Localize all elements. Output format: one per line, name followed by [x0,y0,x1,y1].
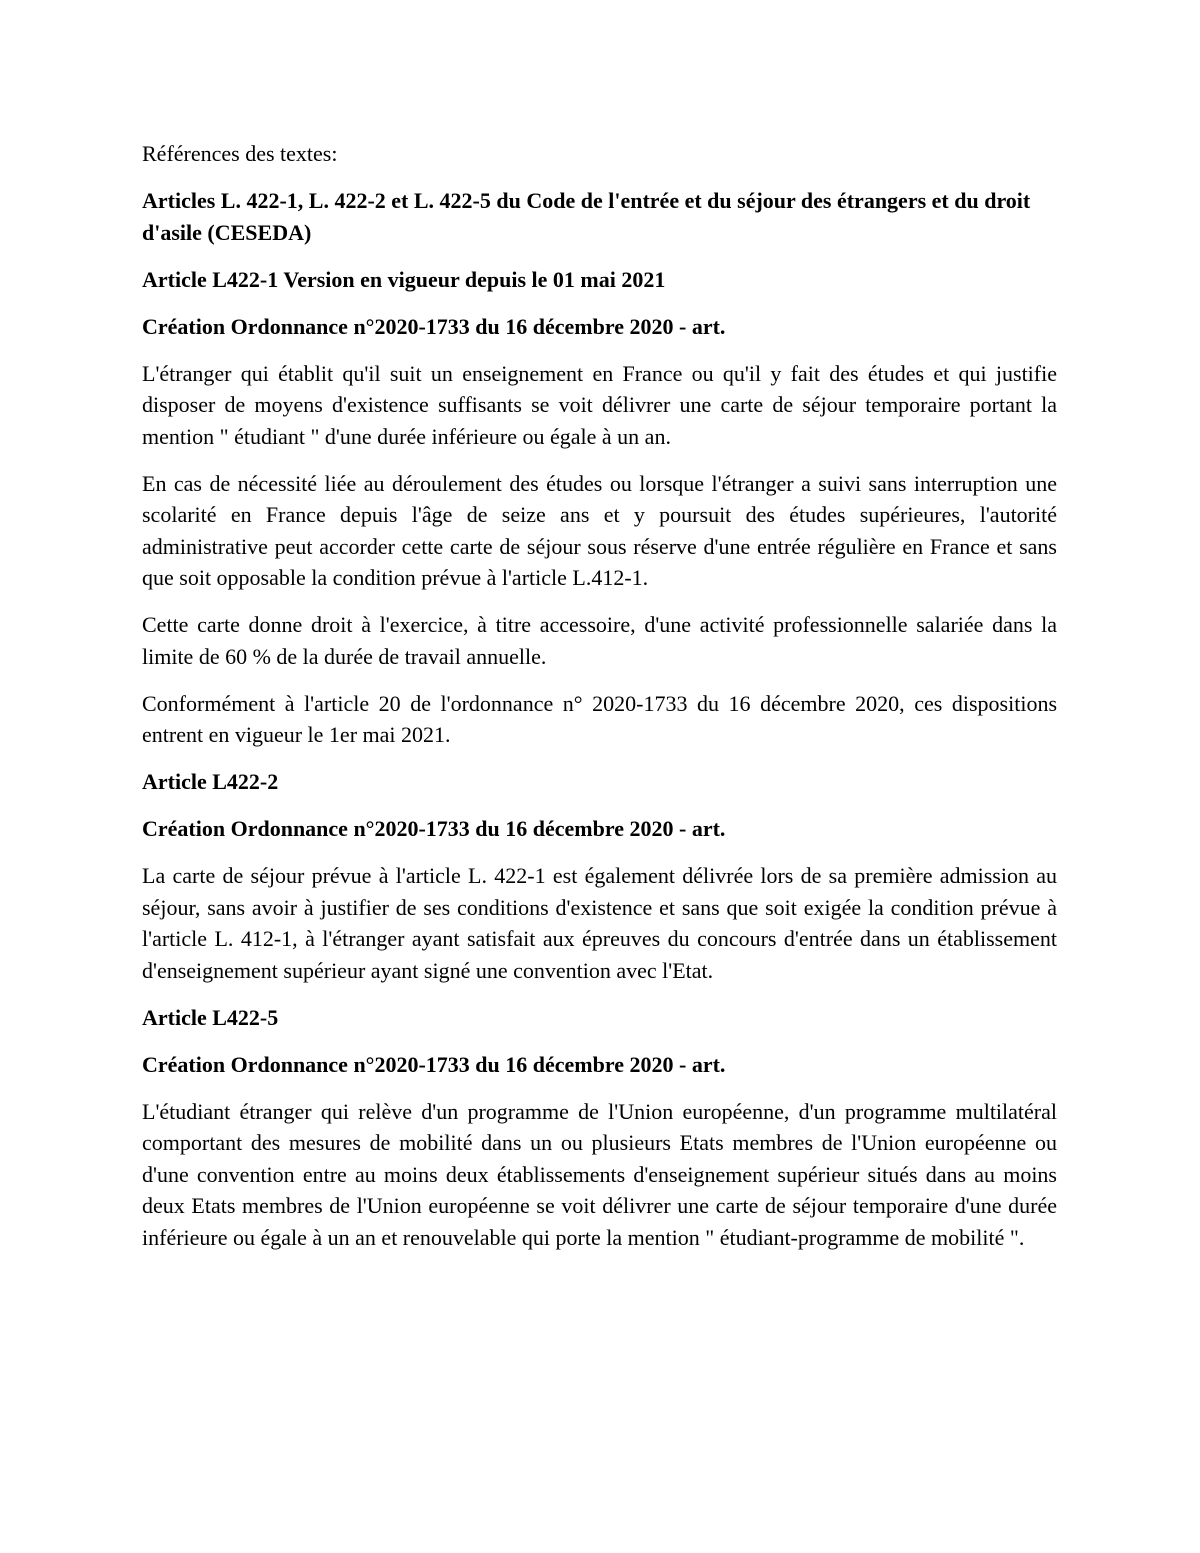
article-l422-5-paragraph: L'étudiant étranger qui relève d'un programme de l'Union européenne, d'un programme multilatéral comportant des mesures de mobilité dans un ou plusieurs Etats membres de l'Union européenne ou d'une convention entre au moins deux établissements d'enseignement supérieur situés dans au moins deux Etats membres de l'Union européenne se voit délivrer une carte de séjour temporaire d'une durée inférieure ou égale à un an et renouvelable qui porte la mention " étudiant-programme de mobilité ". [142,1098,1057,1250]
article-l422-1-title: Article L422-1 Version en vigueur depuis le 01 mai 2021 [142,266,666,292]
article-l422-5-creation: Création Ordonnance n°2020-1733 du 16 décembre 2020 - art. [142,1051,726,1077]
article-l422-1-creation: Création Ordonnance n°2020-1733 du 16 décembre 2020 - art. [142,313,726,339]
references-heading: Références des textes: [142,141,338,166]
article-l422-5-title: Article L422-5 [142,1004,279,1030]
article-l422-2-title: Article L422-2 [142,769,279,794]
main-title: Articles L. 422-1, L. 422-2 et L. 422-5 du Code de l'entrée et du séjour des étrangers et du droit d'asile (CESEDA) [142,188,1031,245]
article-l422-1-paragraph: Conformément à l'article 20 de l'ordonnance n° 2020-1733 du 16 décembre 2020, ces dispositions entrent en vigueur le 1er mai 2021. [142,690,1057,747]
article-l422-1-paragraph: L'étranger qui établit qu'il suit un enseignement en France ou qu'il y fait des études et qui justifie disposer de moyens d'existence suffisants se voit délivrer une carte de séjour temporaire portant la mention " étudiant " d'une durée inférieure ou égale à un an. [142,360,1057,449]
article-l422-1-paragraph: Cette carte donne droit à l'exercice, à titre accessoire, d'une activité professionnelle salariée dans la limite de 60 % de la durée de travail annuelle. [142,612,1057,669]
article-l422-2-creation: Création Ordonnance n°2020-1733 du 16 décembre 2020 - art. [142,816,726,841]
document-page [142,138,1057,1269]
article-l422-1-paragraph: En cas de nécessité liée au déroulement des études ou lorsque l'étranger a suivi sans interruption une scolarité en France depuis l'âge de seize ans et y poursuit des études supérieures, l'autorité administrative peut accorder cette carte de séjour sous réserve d'une entrée régulière en France et sans que soit opposable la condition prévue à l'article L.412-1. [142,470,1057,590]
article-l422-2-paragraph: La carte de séjour prévue à l'article L. 422-1 est également délivrée lors de sa première admission au séjour, sans avoir à justifier de ses conditions d'existence et sans que soit exigée la condition prévue à l'article L. 412-1, à l'étranger ayant satisfait aux épreuves du concours d'entrée dans un établissement d'enseignement supérieur ayant signé une convention avec l'Etat. [142,863,1057,983]
